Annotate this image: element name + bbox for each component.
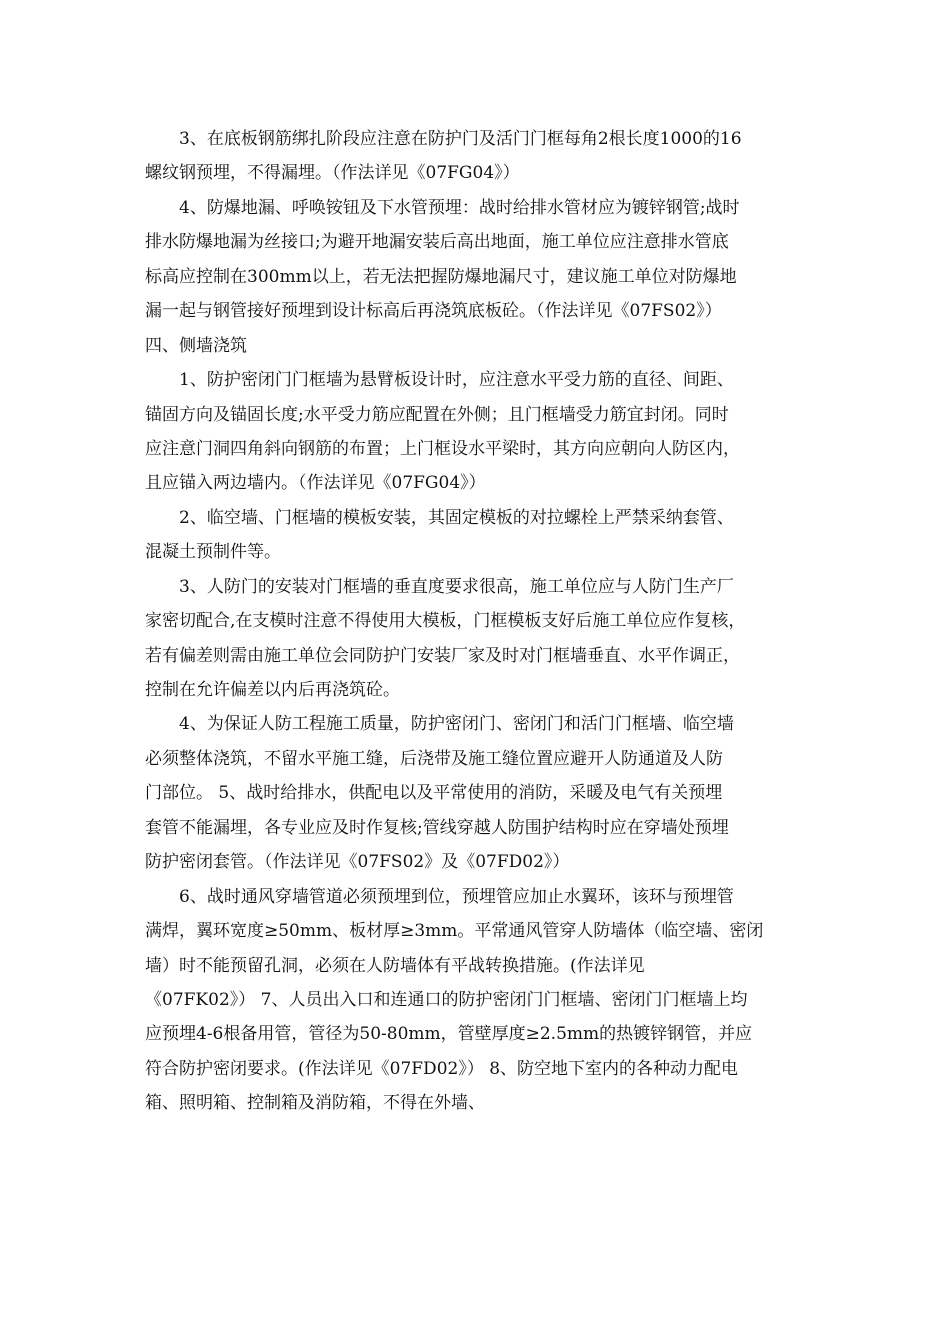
paragraph-line: 3、在底板钢筋绑扎阶段应注意在防护门及活门门框每角2根长度1000的16 (179, 129, 742, 149)
paragraph-line: 墙）时不能预留孔洞，必须在人防墙体有平战转换措施。(作法详见 (145, 955, 645, 976)
paragraph-line: 2、临空墙、门框墙的模板安装，其固定模板的对拉螺栓上严禁采纳套管、 (179, 507, 734, 528)
paragraph-line: 且应锚入两边墙内。（作法详见《07FG04》） (145, 473, 486, 494)
paragraph-line: 螺纹钢预埋，不得漏埋。（作法详见《07FG04》） (145, 163, 520, 184)
paragraph-line: 应预埋4-6根备用管，管径为50-80mm，管壁厚度≥2.5mm的热镀锌钢管，并应 (145, 1024, 753, 1045)
paragraph-line: 家密切配合,在支模时注意不得使用大模板，门框模板支好后施工单位应作复核， (145, 611, 746, 632)
paragraph-line: 满焊，翼环宽度≥50mm、板材厚≥3mm。平常通风管穿人防墙体（临空墙、密闭 (145, 921, 764, 942)
paragraph-line: 必须整体浇筑，不留水平施工缝，后浇带及施工缝位置应避开人防通道及人防 (145, 748, 723, 769)
paragraph-line: 6、战时通风穿墙管道必须预埋到位，预埋管应加止水翼环，该环与预埋管 (179, 886, 734, 907)
paragraph-line: 箱、照明箱、控制箱及消防箱，不得在外墙、 (145, 1093, 485, 1114)
paragraph-line: 应注意门洞四角斜向钢筋的布置；上门框设水平梁时，其方向应朝向人防区内， (145, 438, 740, 459)
document-body (145, 122, 815, 1121)
paragraph-line: 若有偏差则需由施工单位会同防护门安装厂家及时对门框墙垂直、水平作调正， (145, 645, 740, 666)
paragraph-line: 排水防爆地漏为丝接口;为避开地漏安装后高出地面，施工单位应注意排水管底 (145, 232, 729, 253)
paragraph-line: 符合防护密闭要求。(作法详见《07FD02》） 8、防空地下室内的各种动力配电 (145, 1058, 739, 1079)
paragraph-line: 套管不能漏埋，各专业应及时作复核;管线穿越人防围护结构时应在穿墙处预埋 (145, 817, 729, 838)
paragraph-line: 混凝土预制件等。 (145, 542, 281, 563)
paragraph-line: 4、防爆地漏、呼唤铵钮及下水管预埋：战时给排水管材应为镀锌钢管;战时 (179, 197, 740, 218)
section-heading: 四、侧墙浇筑 (145, 335, 247, 356)
paragraph-line: 防护密闭套管。（作法详见《07FS02》及《07FD02》） (145, 852, 570, 873)
paragraph-line: 门部位。 5、战时给排水，供配电以及平常使用的消防，采暖及电气有关预埋 (145, 783, 723, 804)
paragraph-line: 控制在允许偏差以内后再浇筑砼。 (145, 680, 400, 700)
paragraph-line: 标高应控制在300mm以上，若无法把握防爆地漏尺寸，建议施工单位对防爆地 (145, 266, 737, 287)
paragraph-line: 漏一起与钢管接好预埋到设计标高后再浇筑底板砼。（作法详见《07FS02》） (145, 301, 722, 322)
paragraph-line: 1、防护密闭门门框墙为悬臂板设计时，应注意水平受力筋的直径、间距、 (179, 370, 734, 391)
paragraph-line: 4、为保证人防工程施工质量，防护密闭门、密闭门和活门门框墙、临空墙 (179, 714, 734, 735)
paragraph-line: 锚固方向及锚固长度;水平受力筋应配置在外侧；且门框墙受力筋宜封闭。同时 (145, 404, 729, 425)
paragraph-line: 3、人防门的安装对门框墙的垂直度要求很高，施工单位应与人防门生产厂 (179, 576, 734, 597)
paragraph-line: 《07FK02》） 7、人员出入口和连通口的防护密闭门门框墙、密闭门门框墙上均 (145, 989, 748, 1010)
